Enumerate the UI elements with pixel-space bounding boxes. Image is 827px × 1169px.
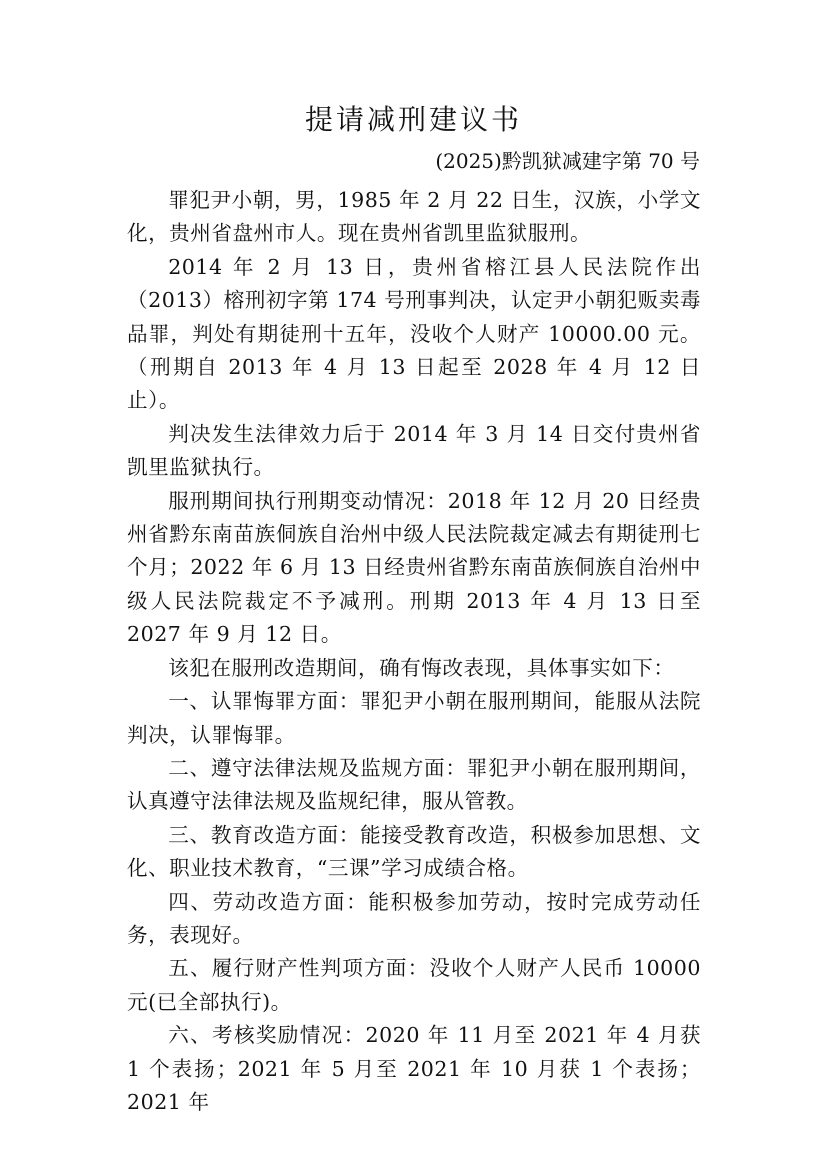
paragraph-facts-intro: 该犯在服刑改造期间，确有悔改表现，具体事实如下： [168,655,675,680]
paragraph-rewards: 六、考核奖励情况：2020 年 11 月至 2021 年 4 月获 1 个表扬；2021 年 5 月至 2021 年 10 月获 1 个表扬；2021 年 [127,1023,701,1114]
paragraph-discipline: 二、遵守法律法规及监规方面：罪犯尹小朝在服刑期间，认真遵守法律法规及监规纪律，服从管教。 [127,755,701,814]
paragraph-repentance: 一、认罪悔罪方面：罪犯尹小朝在服刑期间，能服从法院判决，认罪悔罪。 [127,689,701,747]
document-title: 提请减刑建议书 [304,103,522,136]
paragraph-inmate-info: 罪犯尹小朝，男，1985 年 2 月 22 日生，汉族，小学文化，贵州省盘州市人。现在贵州省凯里监狱服刑。 [127,188,701,246]
paragraph-labor: 四、劳动改造方面：能积极参加劳动，按时完成劳动任务，表现好。 [127,889,701,947]
document-body [127,184,701,1119]
document-number: (2025)黔凯狱减建字第 70 号 [435,149,700,173]
paragraph-sentence-changes: 服刑期间执行刑期变动情况：2018 年 12 月 20 日经贵州省黔东南苗族侗族自治州中级人民法院裁定减去有期徒刑七个月；2022 年 6 月 13 日经贵州省黔东南苗族侗族自治州中级人民法院裁定不予减刑。刑期 2013 年 4 月 13 日至 2027 年 9 月 12 日。 [127,488,701,647]
paragraph-original-judgment: 2014 年 2 月 13 日，贵州省榕江县人民法院作出（2013）榕刑初字第 174 号刑事判决，认定尹小朝犯贩卖毒品罪，判处有期徒刑十五年，没收个人财产 10000.00 元。（刑期自 2013 年 4 月 13 日起至 2028 年 4 月 12 日止）。 [127,254,701,413]
paragraph-education: 三、教育改造方面：能接受教育改造，积极参加思想、文化、职业技术教育，“三课”学习成绩合格。 [127,822,701,881]
paragraph-property: 五、履行财产性判项方面：没收个人财产人民币 10000 元(已全部执行)。 [127,956,701,1014]
paragraph-delivery: 判决发生法律效力后于 2014 年 3 月 14 日交付贵州省凯里监狱执行。 [127,421,701,480]
